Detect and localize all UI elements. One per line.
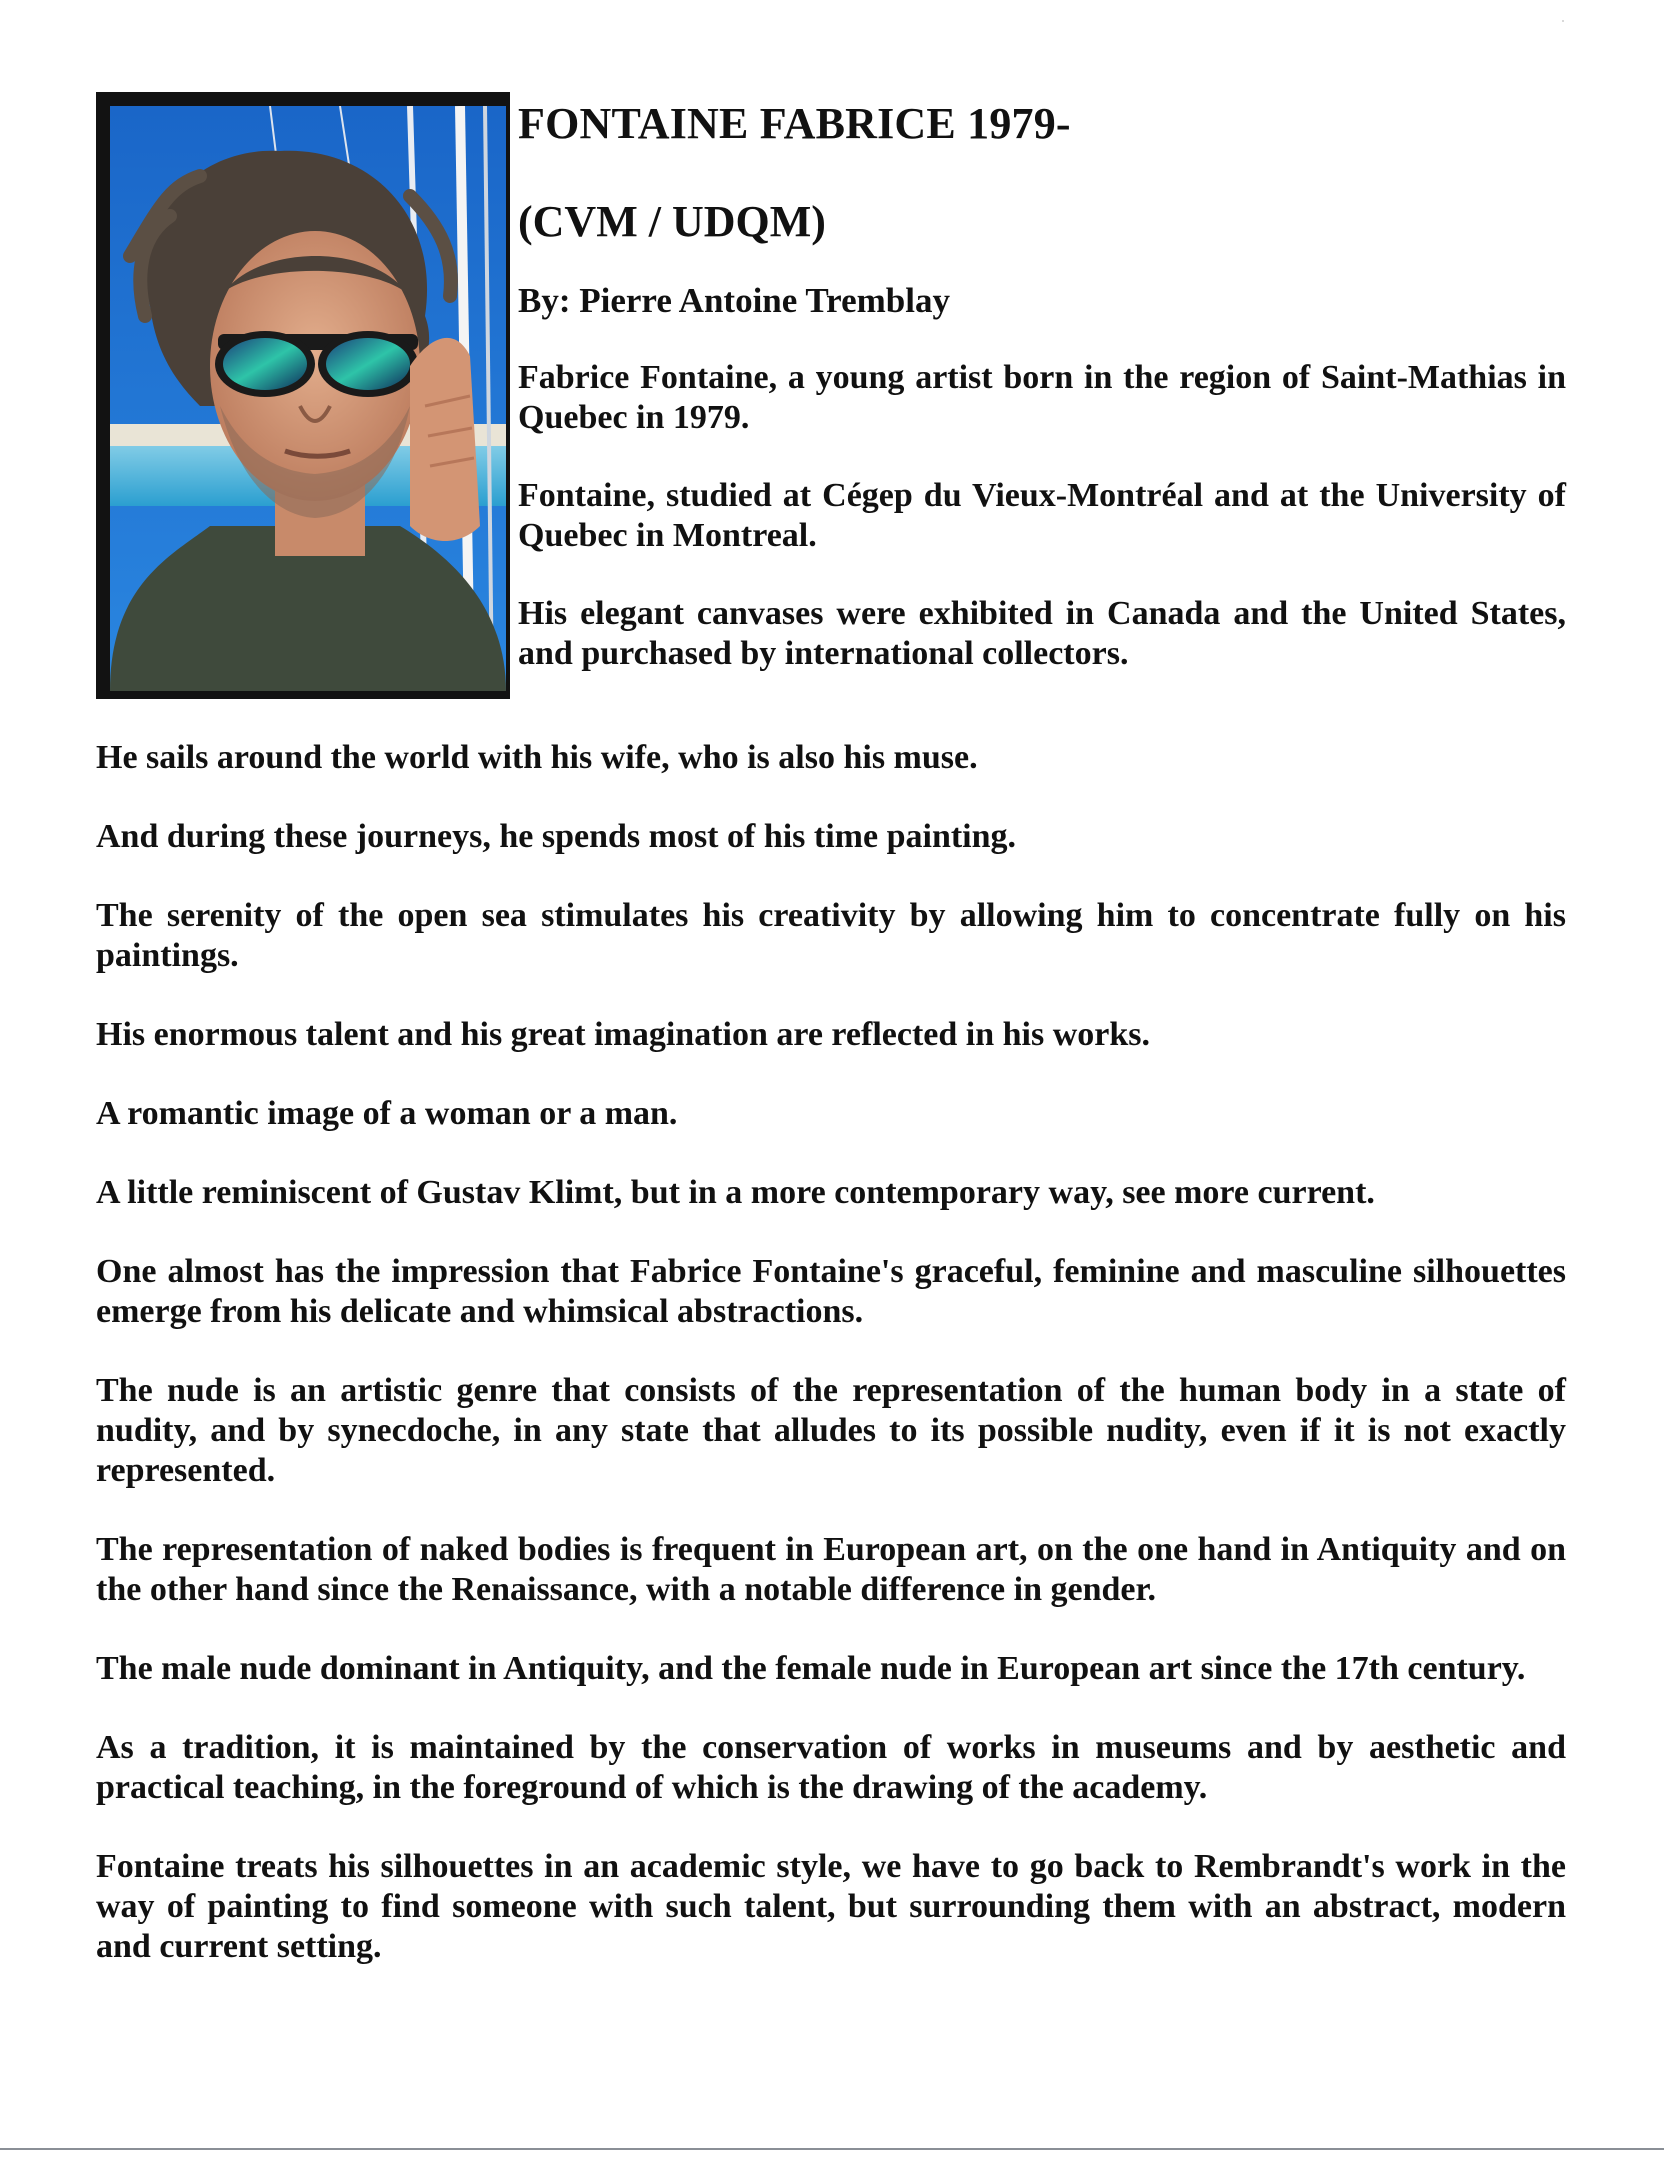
- body-paragraph: One almost has the impression that Fabrice Fontaine's graceful, feminine and masculine silhouettes emerge from his delicate and whimsical abstractions.: [96, 1253, 1566, 1330]
- body-paragraph: As a tradition, it is maintained by the conservation of works in museums and by aesthetic and practical teaching, in the foreground of which is the drawing of the academy.: [96, 1729, 1566, 1806]
- body-paragraph: A romantic image of a woman or a man.: [96, 1095, 678, 1132]
- scan-artifact: [1562, 20, 1564, 22]
- header-paragraph: His elegant canvases were exhibited in Canada and the United States, and purchased by international collectors.: [518, 595, 1566, 672]
- author-byline: By: Pierre Antoine Tremblay: [518, 281, 950, 320]
- body-paragraph: He sails around the world with his wife, who is also his muse.: [96, 739, 978, 776]
- header-column: [518, 92, 1566, 674]
- artist-photo-frame: [96, 92, 510, 699]
- body-paragraph: Fontaine treats his silhouettes in an academic style, we have to go back to Rembrandt's work in the way of painting to find someone with such talent, but surrounding them with an abstract, modern and current setting.: [96, 1848, 1566, 1965]
- header-paragraph: Fontaine, studied at Cégep du Vieux-Montréal and at the University of Quebec in Montreal.: [518, 477, 1566, 554]
- artist-portrait-photo: [110, 106, 506, 691]
- body-paragraph: And during these journeys, he spends most of his time painting.: [96, 818, 1017, 855]
- body-paragraph: A little reminiscent of Gustav Klimt, but in a more contemporary way, see more current.: [96, 1174, 1375, 1211]
- body-paragraph: The serenity of the open sea stimulates his creativity by allowing him to concentrate fully on his paintings.: [96, 897, 1566, 974]
- portrait-image: [110, 106, 506, 691]
- document-title: FONTAINE FABRICE 1979-: [518, 99, 1071, 148]
- body-paragraph: His enormous talent and his great imagination are reflected in his works.: [96, 1016, 1150, 1053]
- header-paragraph: Fabrice Fontaine, a young artist born in the region of Saint-Mathias in Quebec in 1979.: [518, 359, 1566, 436]
- document-subtitle: (CVM / UDQM): [518, 197, 826, 246]
- body-paragraph: The representation of naked bodies is frequent in European art, on the one hand in Antiquity and on the other hand since the Renaissance, with a notable difference in gender.: [96, 1531, 1566, 1608]
- body-text: [96, 738, 1566, 2006]
- body-paragraph: The male nude dominant in Antiquity, and the female nude in European art since the 17th century.: [96, 1650, 1526, 1687]
- page-bottom-rule: [0, 2148, 1664, 2150]
- body-paragraph: The nude is an artistic genre that consists of the representation of the human body in a state of nudity, and by synecdoche, in any state that alludes to its possible nudity, even if it is not exactly represented.: [96, 1372, 1566, 1489]
